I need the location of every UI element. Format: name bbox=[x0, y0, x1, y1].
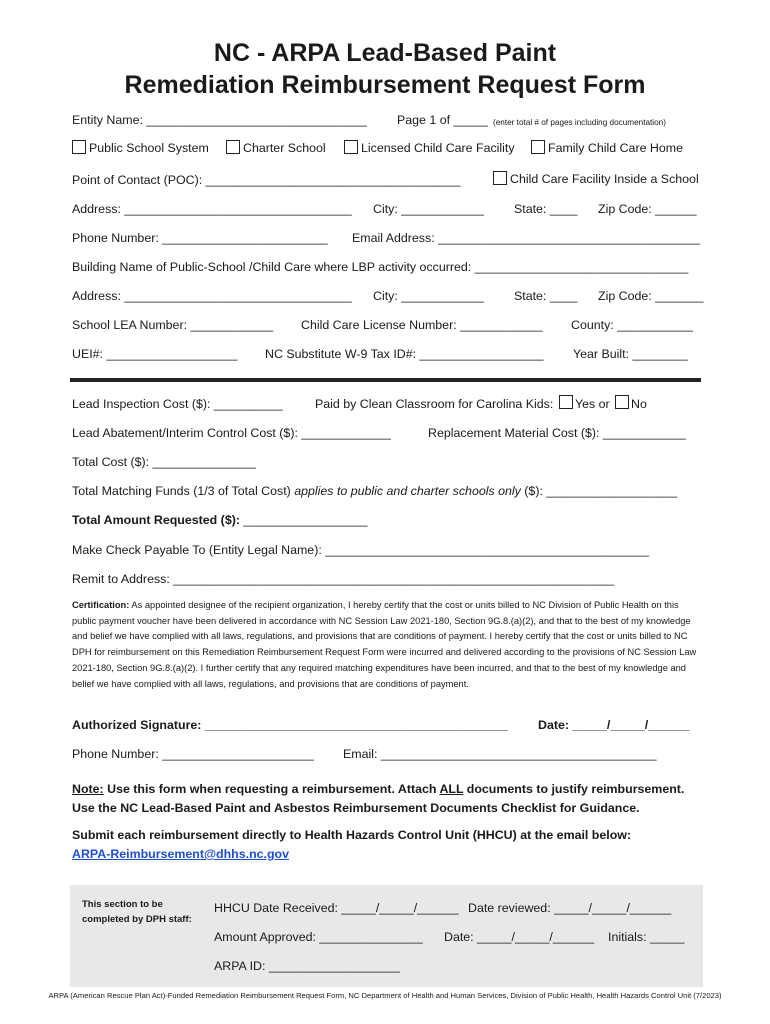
page-footer: ARPA (American Rescue Plan Act)-Funded Remediation Reimbursement Request Form, NC Department of Health and Human Services, Division of Public Health, Health Hazards Control Unit (7/2023) bbox=[48, 991, 722, 1000]
section-divider bbox=[70, 378, 701, 382]
building-address-field[interactable]: Address: _________________________________ bbox=[72, 289, 352, 303]
zip-field[interactable]: Zip Code: ______ bbox=[598, 202, 697, 216]
form-title-line2: Remediation Reimbursement Request Form bbox=[124, 71, 646, 99]
checklist-note: Use the NC Lead-Based Paint and Asbestos Reimbursement Documents Checklist for Guidance. bbox=[72, 801, 640, 815]
initials-field[interactable]: Initials: _____ bbox=[608, 930, 685, 944]
remit-to-field[interactable]: Remit to Address: ________________________________________________________________ bbox=[72, 572, 615, 586]
public-school-label: Public School System bbox=[89, 141, 209, 155]
paid-yes-label: Yes or bbox=[575, 397, 610, 411]
abatement-cost-field[interactable]: Lead Abatement/Interim Control Cost ($): _____________ bbox=[72, 426, 391, 440]
email-field[interactable]: Email Address: ______________________________________ bbox=[352, 231, 700, 245]
submit-instruction: Submit each reimbursement directly to Health Hazards Control Unit (HHCU) at the email below: bbox=[72, 828, 632, 842]
form-title-line1: NC - ARPA Lead-Based Paint bbox=[213, 39, 557, 67]
date-reviewed-field[interactable]: Date reviewed: _____/_____/______ bbox=[468, 901, 672, 915]
approval-date-field[interactable]: Date: _____/_____/______ bbox=[444, 930, 595, 944]
total-requested-field[interactable] bbox=[72, 512, 367, 528]
reimbursement-email-link[interactable]: ARPA-Reimbursement@dhhs.nc.gov bbox=[72, 847, 290, 861]
building-state-field[interactable]: State: ____ bbox=[514, 289, 578, 303]
public-school-checkbox[interactable] bbox=[72, 140, 86, 154]
child-care-in-school-checkbox[interactable] bbox=[493, 171, 507, 185]
licensed-child-care-label: Licensed Child Care Facility bbox=[361, 141, 515, 155]
dph-staff-section bbox=[70, 885, 703, 987]
year-built-field[interactable]: Year Built: ________ bbox=[573, 347, 688, 361]
poc-field[interactable]: Point of Contact (POC): _____________________________________ bbox=[72, 173, 461, 187]
paid-no-label: No bbox=[631, 397, 647, 411]
matching-funds-line: ($): ___________________ bbox=[524, 484, 678, 498]
charter-school-label: Charter School bbox=[243, 141, 326, 155]
total-cost-field[interactable]: Total Cost ($): _______________ bbox=[72, 455, 256, 469]
entity-name-field[interactable]: Entity Name: ________________________________ bbox=[72, 113, 367, 127]
city-field[interactable]: City: ____________ bbox=[373, 202, 484, 216]
total-requested-label: Total Amount Requested ($): bbox=[72, 513, 240, 527]
note-line bbox=[72, 781, 684, 797]
certification-text: As appointed designee of the recipient organization, I hereby certify that the cost or units billed to NC Division of Public Health on this public payment voucher have been delivered in accordance with NC Session Law 2021-180, Section 9G.8.(a)(2), and that to the best of my knowledge and belief we have complied with all laws, regulations, and provisions that are conditions of payment. I hereby certify that the cost or units billed to NC DPH for reimbursement on this Remediation Reimbursement Request Form were incurred and delivered according to the provisions of NC Session Law 2021-180, Section 9G.8.(a)(2). I further certify that any required matching expenditures have been incurred, and that to the best of my knowledge and belief we have complied with all laws, regulations, and provisions that are conditions of payment. bbox=[72, 600, 697, 689]
w9-tax-id-field[interactable]: NC Substitute W-9 Tax ID#: __________________ bbox=[265, 347, 544, 361]
matching-funds-field[interactable] bbox=[72, 483, 677, 499]
hhcu-date-received-field[interactable]: HHCU Date Received: _____/_____/______ bbox=[214, 901, 459, 915]
licensed-child-care-checkbox[interactable] bbox=[344, 140, 358, 154]
lead-inspection-cost-field[interactable]: Lead Inspection Cost ($): __________ bbox=[72, 397, 283, 411]
building-zip-field[interactable]: Zip Code: _______ bbox=[598, 289, 704, 303]
family-child-care-checkbox[interactable] bbox=[531, 140, 545, 154]
paid-no-checkbox[interactable] bbox=[615, 395, 629, 409]
replacement-cost-field[interactable]: Replacement Material Cost ($): ____________ bbox=[428, 426, 686, 440]
arpa-id-field[interactable]: ARPA ID: ___________________ bbox=[214, 959, 400, 973]
certification-label: Certification: bbox=[72, 600, 130, 610]
certification-paragraph bbox=[72, 598, 700, 692]
note-all: ALL bbox=[439, 782, 464, 796]
county-field[interactable]: County: ___________ bbox=[571, 318, 693, 332]
page-count-field[interactable]: Page 1 of _____ bbox=[397, 113, 488, 127]
signature-date-field[interactable]: Date: _____/_____/______ bbox=[538, 718, 690, 732]
family-child-care-label: Family Child Care Home bbox=[548, 141, 683, 155]
signature-email-field[interactable]: Email: ________________________________________ bbox=[343, 747, 657, 761]
note-label: Note: bbox=[72, 782, 104, 796]
uei-field[interactable]: UEI#: ___________________ bbox=[72, 347, 238, 361]
payable-to-field[interactable]: Make Check Payable To (Entity Legal Name): _______________________________________________ bbox=[72, 543, 650, 557]
note-text-b: documents to justify reimbursement. bbox=[466, 782, 685, 796]
matching-funds-note: applies to public and charter schools only bbox=[294, 484, 521, 498]
paid-yes-checkbox[interactable] bbox=[559, 395, 573, 409]
school-lea-field[interactable]: School LEA Number: ____________ bbox=[72, 318, 274, 332]
phone-field[interactable]: Phone Number: ________________________ bbox=[72, 231, 328, 245]
total-requested-line: __________________ bbox=[243, 513, 368, 527]
staff-section-label: This section to be completed by DPH staff: bbox=[82, 899, 192, 925]
state-field[interactable]: State: ____ bbox=[514, 202, 578, 216]
note-text-a: Use this form when requesting a reimbursement. Attach bbox=[107, 782, 437, 796]
authorized-signature-field[interactable]: Authorized Signature: ____________________________________________ bbox=[72, 718, 509, 732]
matching-funds-label: Total Matching Funds (1/3 of Total Cost) bbox=[72, 484, 291, 498]
charter-school-checkbox[interactable] bbox=[226, 140, 240, 154]
paid-by-ccck-label: Paid by Clean Classroom for Carolina Kids: bbox=[315, 397, 554, 411]
building-city-field[interactable]: City: ____________ bbox=[373, 289, 484, 303]
page-count-note: (enter total # of pages including documentation) bbox=[493, 118, 666, 127]
child-care-in-school-label: Child Care Facility Inside a School bbox=[510, 172, 699, 186]
building-name-field[interactable]: Building Name of Public-School /Child Care where LBP activity occurred: _______________________________ bbox=[72, 260, 689, 274]
amount-approved-field[interactable]: Amount Approved: _______________ bbox=[214, 930, 423, 944]
address-field[interactable]: Address: _________________________________ bbox=[72, 202, 352, 216]
child-care-license-field[interactable]: Child Care License Number: ____________ bbox=[301, 318, 543, 332]
signature-phone-field[interactable]: Phone Number: ______________________ bbox=[72, 747, 314, 761]
